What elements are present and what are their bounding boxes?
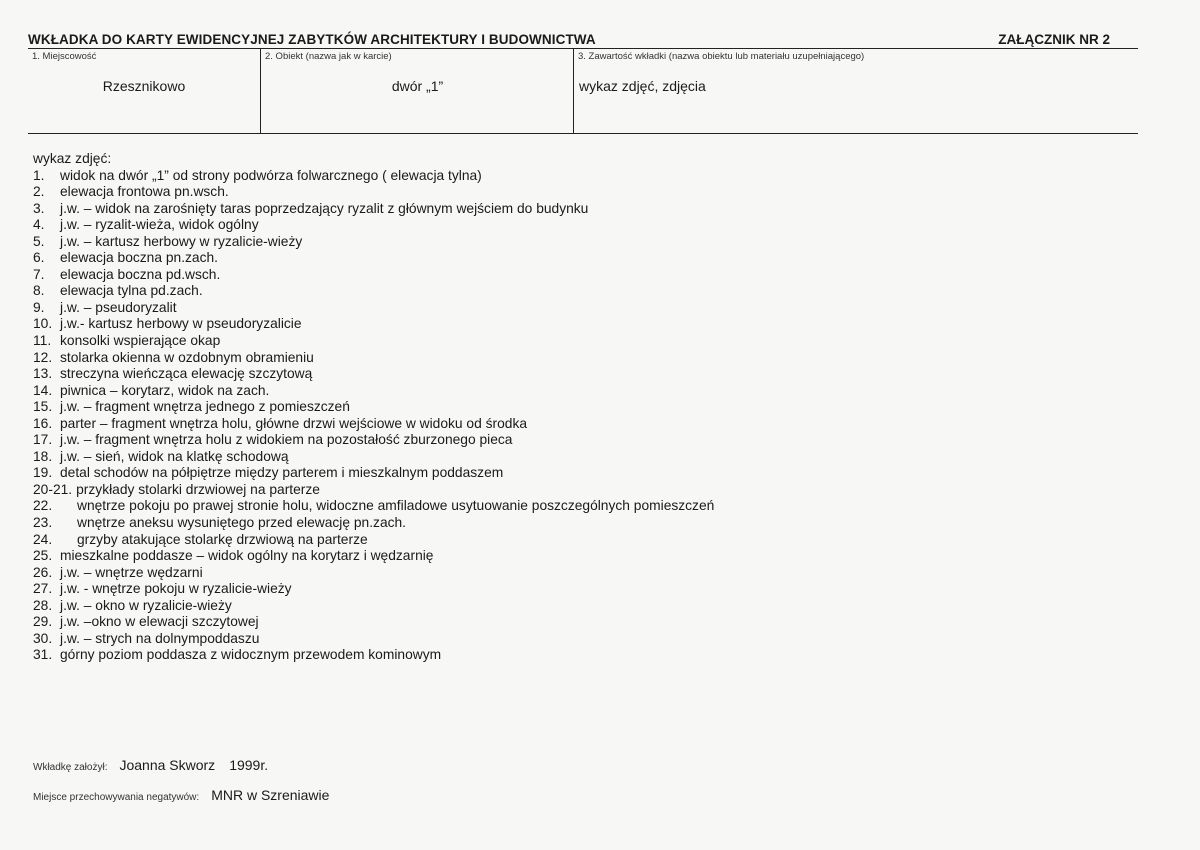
object-cell (260, 49, 573, 133)
photo-description: detal schodów na półpiętrze między parterem i mieszkalnym poddaszem (60, 465, 504, 481)
photo-item (33, 316, 1133, 333)
photo-number: 16. (33, 415, 53, 431)
photo-number: 14. (33, 382, 53, 398)
photo-number: 22. (33, 498, 53, 514)
photo-description: j.w. –okno w elewacji szczytowej (60, 614, 259, 630)
photo-item (33, 416, 1133, 433)
photo-description: widok na dwór „1” od strony podwórza folwarcznego ( elewacja tylna) (60, 167, 482, 183)
photo-description: j.w.- kartusz herbowy w pseudoryzalicie (60, 316, 302, 332)
photo-list-heading: wykaz zdjęć: (33, 151, 112, 166)
photo-description: elewacja tylna pd.zach. (60, 283, 203, 299)
object-value: dwór „1” (391, 78, 444, 94)
photo-number: 5. (33, 233, 45, 249)
contents-cell (573, 49, 1138, 133)
photo-list-section (33, 151, 1133, 664)
photo-description: j.w. – strych na dolnympoddaszu (60, 630, 260, 646)
photo-item (33, 399, 1133, 416)
photo-number: 25. (33, 548, 53, 564)
locality-label: 1. Miejscowość (32, 51, 97, 62)
photo-description: elewacja frontowa pn.wsch. (60, 184, 229, 200)
photo-item (33, 201, 1133, 218)
photo-list (33, 168, 1133, 664)
photo-number: 29. (33, 614, 53, 630)
photo-item (33, 515, 1133, 532)
contents-label: 3. Zawartość wkładki (nazwa obiektu lub materiału uzupełniającego) (578, 51, 865, 62)
photo-item (33, 184, 1133, 201)
author-year: 1999r. (229, 757, 269, 773)
document-header (28, 32, 1110, 47)
photo-description: j.w. – wnętrze wędzarni (60, 564, 203, 580)
photo-number: 7. (33, 266, 45, 282)
document-title: WKŁADKA DO KARTY EWIDENCYJNEJ ZABYTKÓW ARCHITEKTURY I BUDOWNICTWA (28, 32, 596, 47)
photo-number: 12. (33, 349, 53, 365)
photo-number: 6. (33, 250, 45, 266)
photo-description: górny poziom poddasza z widocznym przewodem kominowym (60, 647, 442, 663)
photo-item (33, 234, 1133, 251)
photo-description: j.w. – sień, widok na klatkę schodową (60, 448, 289, 464)
photo-number: 8. (33, 283, 45, 299)
author-line (33, 757, 268, 773)
photo-description: j.w. – fragment wnętrza holu z widokiem na pozostałość zburzonego pieca (60, 432, 513, 448)
annex-number: ZAŁĄCZNIK NR 2 (998, 32, 1110, 47)
photo-item (33, 581, 1133, 598)
photo-number: 13. (33, 366, 53, 382)
photo-item (33, 482, 1133, 499)
photo-item (33, 631, 1133, 648)
photo-description: j.w. - wnętrze pokoju w ryzalicie-wieży (60, 581, 292, 597)
photo-description: piwnica – korytarz, widok na zach. (60, 382, 270, 398)
photo-item (33, 548, 1133, 565)
photo-item (33, 565, 1133, 582)
photo-description: wnętrze aneksu wysuniętego przed elewację pn.zach. (77, 515, 407, 531)
photo-number: 23. (33, 515, 53, 531)
photo-item (33, 283, 1133, 300)
photo-item (33, 350, 1133, 367)
photo-item (33, 647, 1133, 664)
photo-number: 9. (33, 299, 45, 315)
photo-description: j.w. – fragment wnętrza jednego z pomieszczeń (60, 399, 350, 415)
photo-number: 27. (33, 581, 53, 597)
photo-description: j.w. – ryzalit-wieża, widok ogólny (60, 217, 259, 233)
photo-item (33, 532, 1133, 549)
locality-cell (28, 49, 260, 133)
photo-number: 28. (33, 597, 53, 613)
photo-number: 24. (33, 531, 53, 547)
photo-item (33, 250, 1133, 267)
photo-number: 18. (33, 448, 53, 464)
photo-description: elewacja boczna pn.zach. (60, 250, 218, 266)
photo-description: konsolki wspierające okap (60, 333, 221, 349)
author-name: Joanna Skworz (119, 757, 216, 773)
photo-description: stolarka okienna w ozdobnym obramieniu (60, 349, 314, 365)
photo-item (33, 383, 1133, 400)
photo-number: 1. (33, 167, 45, 183)
storage-value: MNR w Szreniawie (211, 787, 330, 803)
photo-description: mieszkalne poddasze – widok ogólny na korytarz i wędzarnię (60, 548, 434, 564)
photo-number: 10. (33, 316, 53, 332)
photo-description: j.w. – pseudoryzalit (60, 299, 177, 315)
form-table (28, 48, 1138, 134)
photo-item (33, 498, 1133, 515)
photo-item (33, 300, 1133, 317)
photo-number: 2. (33, 184, 45, 200)
photo-description: j.w. – widok na zarośnięty taras poprzedzający ryzalit z głównym wejściem do budynku (60, 200, 589, 216)
photo-item (33, 168, 1133, 185)
photo-number: 20-21. (33, 481, 73, 497)
photo-number: 15. (33, 399, 53, 415)
photo-number: 4. (33, 217, 45, 233)
photo-number: 3. (33, 200, 45, 216)
photo-item (33, 267, 1133, 284)
photo-description: streczyna wieńcząca elewację szczytową (60, 366, 313, 382)
contents-value: wykaz zdjęć, zdjęcia (579, 78, 706, 94)
photo-number: 17. (33, 432, 53, 448)
object-label: 2. Obiekt (nazwa jak w karcie) (265, 51, 392, 62)
photo-item (33, 449, 1133, 466)
photo-description: j.w. – okno w ryzalicie-wieży (60, 597, 232, 613)
photo-number: 26. (33, 564, 53, 580)
photo-item (33, 465, 1133, 482)
photo-item (33, 217, 1133, 234)
photo-description: wnętrze pokoju po prawej stronie holu, widoczne amfiladowe usytuowanie poszczególnych pomieszczeń (77, 498, 715, 514)
locality-value: Rzesznikowo (102, 78, 186, 94)
photo-number: 19. (33, 465, 53, 481)
photo-number: 31. (33, 647, 53, 663)
author-label: Wkładkę założył: (33, 762, 108, 773)
storage-line (33, 787, 329, 803)
photo-item (33, 432, 1133, 449)
photo-number: 11. (33, 333, 52, 349)
photo-item (33, 614, 1133, 631)
photo-item (33, 333, 1133, 350)
storage-label: Miejsce przechowywania negatywów: (33, 792, 200, 803)
photo-item (33, 366, 1133, 383)
photo-description: parter – fragment wnętrza holu, główne drzwi wejściowe w widoku od środka (60, 415, 528, 431)
photo-description: elewacja boczna pd.wsch. (60, 266, 221, 282)
photo-description: przykłady stolarki drzwiowej na parterze (76, 481, 320, 497)
photo-description: j.w. – kartusz herbowy w ryzalicie-wieży (60, 233, 303, 249)
photo-item (33, 598, 1133, 615)
photo-description: grzyby atakujące stolarkę drzwiową na parterze (77, 531, 368, 547)
photo-number: 30. (33, 630, 53, 646)
